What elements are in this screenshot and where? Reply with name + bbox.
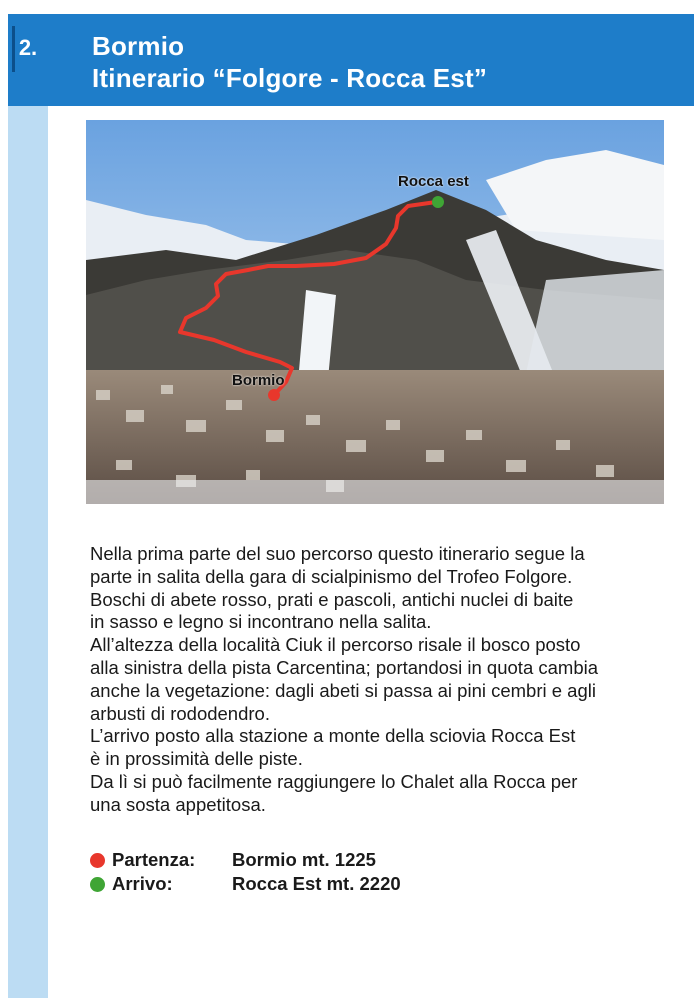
description-line: parte in salita della gara di scialpinismo del Trofeo Folgore. [90, 565, 573, 587]
description-line: L’arrivo posto alla stazione a monte della sciovia Rocca Est [90, 725, 576, 747]
snowy-foreground [86, 480, 664, 504]
description-line: Da lì si può facilmente raggiungere lo Chalet alla Rocca per [90, 770, 578, 792]
description-line: Boschi di abete rosso, prati e pascoli, antichi nuclei di baite [90, 588, 574, 610]
description-line: alla sinistra della pista Carcentina; portandosi in quota cambia [90, 656, 599, 678]
description-line: anche la vegetazione: dagli abeti si passa ai pini cembri e agli [90, 679, 596, 701]
title-line-1: Bormio [92, 31, 185, 61]
legend-end [90, 872, 401, 896]
end-dot-icon [90, 877, 105, 892]
description-line: è in prossimità delle piste. [90, 748, 303, 770]
description-line: in sasso e legno si incontrano nella salita. [90, 611, 432, 633]
description-line: All’altezza della località Ciuk il percorso risale il bosco posto [90, 634, 581, 656]
title-line-2: Itinerario “Folgore - Rocca Est” [92, 63, 488, 93]
start-marker [268, 389, 280, 401]
description-line: arbusti di rododendro. [90, 702, 270, 724]
description [90, 543, 680, 817]
description-line: una sosta appetitosa. [90, 793, 266, 815]
legend-end-label: Arrivo: [112, 873, 173, 894]
label-bormio: Bormio [232, 372, 285, 389]
end-marker [432, 196, 444, 208]
legend [90, 848, 401, 896]
legend-end-value: Rocca Est mt. 2220 [232, 873, 401, 894]
description-line: Nella prima parte del suo percorso questo itinerario segue la [90, 543, 585, 564]
legend-start-label: Partenza: [112, 849, 196, 870]
label-rocca-est: Rocca est [398, 173, 469, 190]
route-photo [86, 120, 664, 504]
legend-start [90, 848, 401, 872]
start-dot-icon [90, 853, 105, 868]
side-bar [8, 14, 48, 998]
page-title [92, 30, 487, 94]
section-number: 2. [8, 14, 48, 82]
route-photo-drawing [86, 120, 664, 504]
legend-start-value: Bormio mt. 1225 [232, 849, 376, 870]
